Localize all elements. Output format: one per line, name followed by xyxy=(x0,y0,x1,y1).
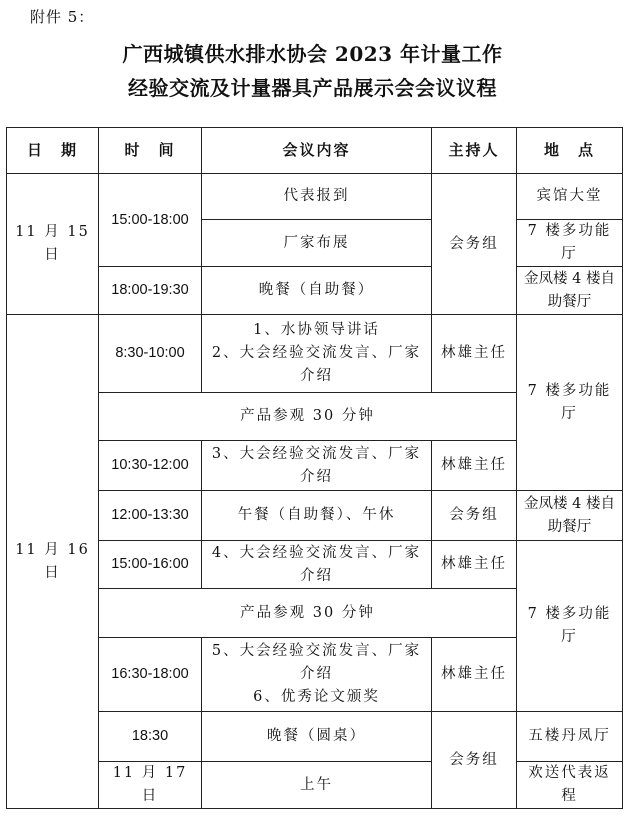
time-cell: 12:00-13:30 xyxy=(99,491,202,541)
content-cell: 代表报到 xyxy=(202,174,432,220)
host-cell: 林雄主任 xyxy=(432,541,517,589)
header-time: 时 间 xyxy=(99,128,202,174)
page-title-line1: 广西城镇供水排水协会 2023 年计量工作 xyxy=(122,42,503,66)
content-cell: 产品参观 30 分钟 xyxy=(99,393,517,441)
content-line: 5、大会经验交流发言、厂家介绍 xyxy=(211,643,422,682)
place-cell: 7 楼多功能厅 xyxy=(517,315,623,491)
content-cell: 3、大会经验交流发言、厂家介绍 xyxy=(202,441,432,491)
header-host: 主持人 xyxy=(432,128,517,174)
content-cell: 午餐（自助餐）、午休 xyxy=(202,491,432,541)
table-row xyxy=(7,174,623,220)
attachment-label: 附件 5： xyxy=(30,8,95,26)
header-date: 日 期 xyxy=(7,128,99,174)
date-cell: 11 月 16 日 xyxy=(7,315,99,809)
time-cell: 18:00-19:30 xyxy=(99,267,202,315)
content-cell xyxy=(202,638,432,712)
time-cell: 18:30 xyxy=(99,712,202,762)
place-cell: 五楼丹凤厅 xyxy=(517,712,623,762)
content-cell: 晚餐（圆桌） xyxy=(202,712,432,762)
table-row xyxy=(7,491,623,541)
time-cell: 10:30-12:00 xyxy=(99,441,202,491)
place-cell: 金凤楼 4 楼自助餐厅 xyxy=(517,491,623,541)
page-title-line2: 经验交流及计量器具产品展示会会议议程 xyxy=(128,76,497,100)
header-content: 会议内容 xyxy=(202,128,432,174)
content-cell: 产品参观 30 分钟 xyxy=(99,589,517,638)
table-row xyxy=(7,541,623,589)
content-cell: 欢送代表返程 xyxy=(517,762,623,809)
place-cell: 宾馆大堂 xyxy=(517,174,623,220)
host-cell: 会务组 xyxy=(432,491,517,541)
table-row xyxy=(7,712,623,762)
agenda-table xyxy=(6,127,623,809)
time-cell: 16:30-18:00 xyxy=(99,638,202,712)
place-cell: 金凤楼 4 楼自助餐厅 xyxy=(517,267,623,315)
host-cell: 林雄主任 xyxy=(432,638,517,712)
date-cell: 11 月 17 日 xyxy=(99,762,202,809)
time-cell: 上午 xyxy=(202,762,432,809)
host-cell: 会务组 xyxy=(432,174,517,315)
host-cell: 林雄主任 xyxy=(432,315,517,393)
content-cell xyxy=(202,315,432,393)
content-cell: 厂家布展 xyxy=(202,220,432,267)
place-cell: 7 楼多功能厅 xyxy=(517,220,623,267)
header-place: 地 点 xyxy=(517,128,623,174)
table-row xyxy=(7,315,623,393)
date-cell: 11 月 15 日 xyxy=(7,174,99,315)
header-row xyxy=(7,128,623,174)
time-cell: 15:00-16:00 xyxy=(99,541,202,589)
time-cell: 8:30-10:00 xyxy=(99,315,202,393)
host-cell: 会务组 xyxy=(432,712,517,809)
host-cell: 林雄主任 xyxy=(432,441,517,491)
place-cell: 7 楼多功能厅 xyxy=(517,541,623,712)
table-row xyxy=(7,267,623,315)
table-row xyxy=(7,762,623,809)
content-cell: 晚餐（自助餐） xyxy=(202,267,432,315)
time-cell: 15:00-18:00 xyxy=(99,174,202,267)
content-line: 1、水协领导讲话 xyxy=(253,322,380,338)
content-cell: 4、大会经验交流发言、厂家介绍 xyxy=(202,541,432,589)
content-line: 2、大会经验交流发言、厂家介绍 xyxy=(211,345,422,384)
content-line: 6、优秀论文颁奖 xyxy=(253,689,380,705)
